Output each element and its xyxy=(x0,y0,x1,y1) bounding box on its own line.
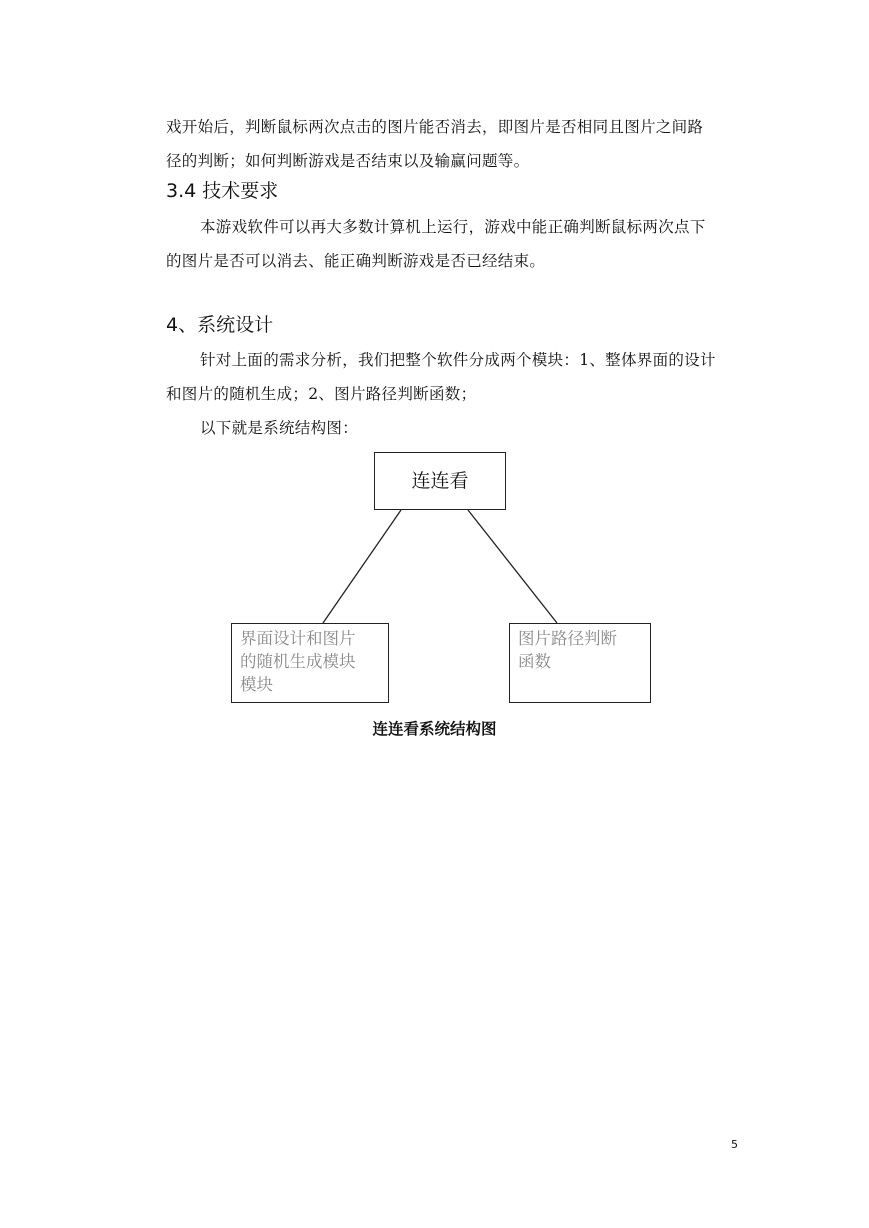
left-child-line-1: 界面设计和图片 xyxy=(240,629,356,648)
diagram-caption: 连连看系统结构图 xyxy=(372,720,497,738)
intro-line-2: 径的判断；如何判断游戏是否结束以及输赢问题等。 xyxy=(166,152,530,170)
diagram-left-child-label xyxy=(232,624,388,696)
page-number: 5 xyxy=(731,1138,738,1151)
diagram-right-child-box xyxy=(509,623,651,703)
right-child-line-1: 图片路径判断 xyxy=(518,629,617,648)
connector-right xyxy=(468,510,557,623)
requirements-line-1: 本游戏软件可以再大多数计算机上运行，游戏中能正确判断鼠标两次点下 xyxy=(200,218,706,236)
diagram-right-child-label xyxy=(510,624,650,673)
diagram-root-label: 连连看 xyxy=(411,470,469,492)
diagram-root-box xyxy=(374,452,506,510)
diagram-intro-line: 以下就是系统结构图： xyxy=(200,419,359,437)
design-line-2: 和图片的随机生成；2、图片路径判断函数； xyxy=(166,385,477,403)
right-child-line-2: 函数 xyxy=(518,652,551,671)
left-child-line-2: 的随机生成模块 xyxy=(240,652,356,671)
diagram-left-child-box xyxy=(231,623,389,703)
intro-line-1: 戏开始后，判断鼠标两次点击的图片能否消去，即图片是否相同且图片之间路 xyxy=(166,118,704,136)
design-line-1: 针对上面的需求分析，我们把整个软件分成两个模块：1、整体界面的设计 xyxy=(200,351,716,369)
connector-left xyxy=(323,510,401,623)
requirements-line-2: 的图片是否可以消去、能正确判断游戏是否已经结束。 xyxy=(166,252,546,270)
section-4-heading: 4、系统设计 xyxy=(166,314,274,336)
left-child-line-3: 模块 xyxy=(240,675,273,694)
section-3-4-heading: 3.4 技术要求 xyxy=(166,180,279,202)
